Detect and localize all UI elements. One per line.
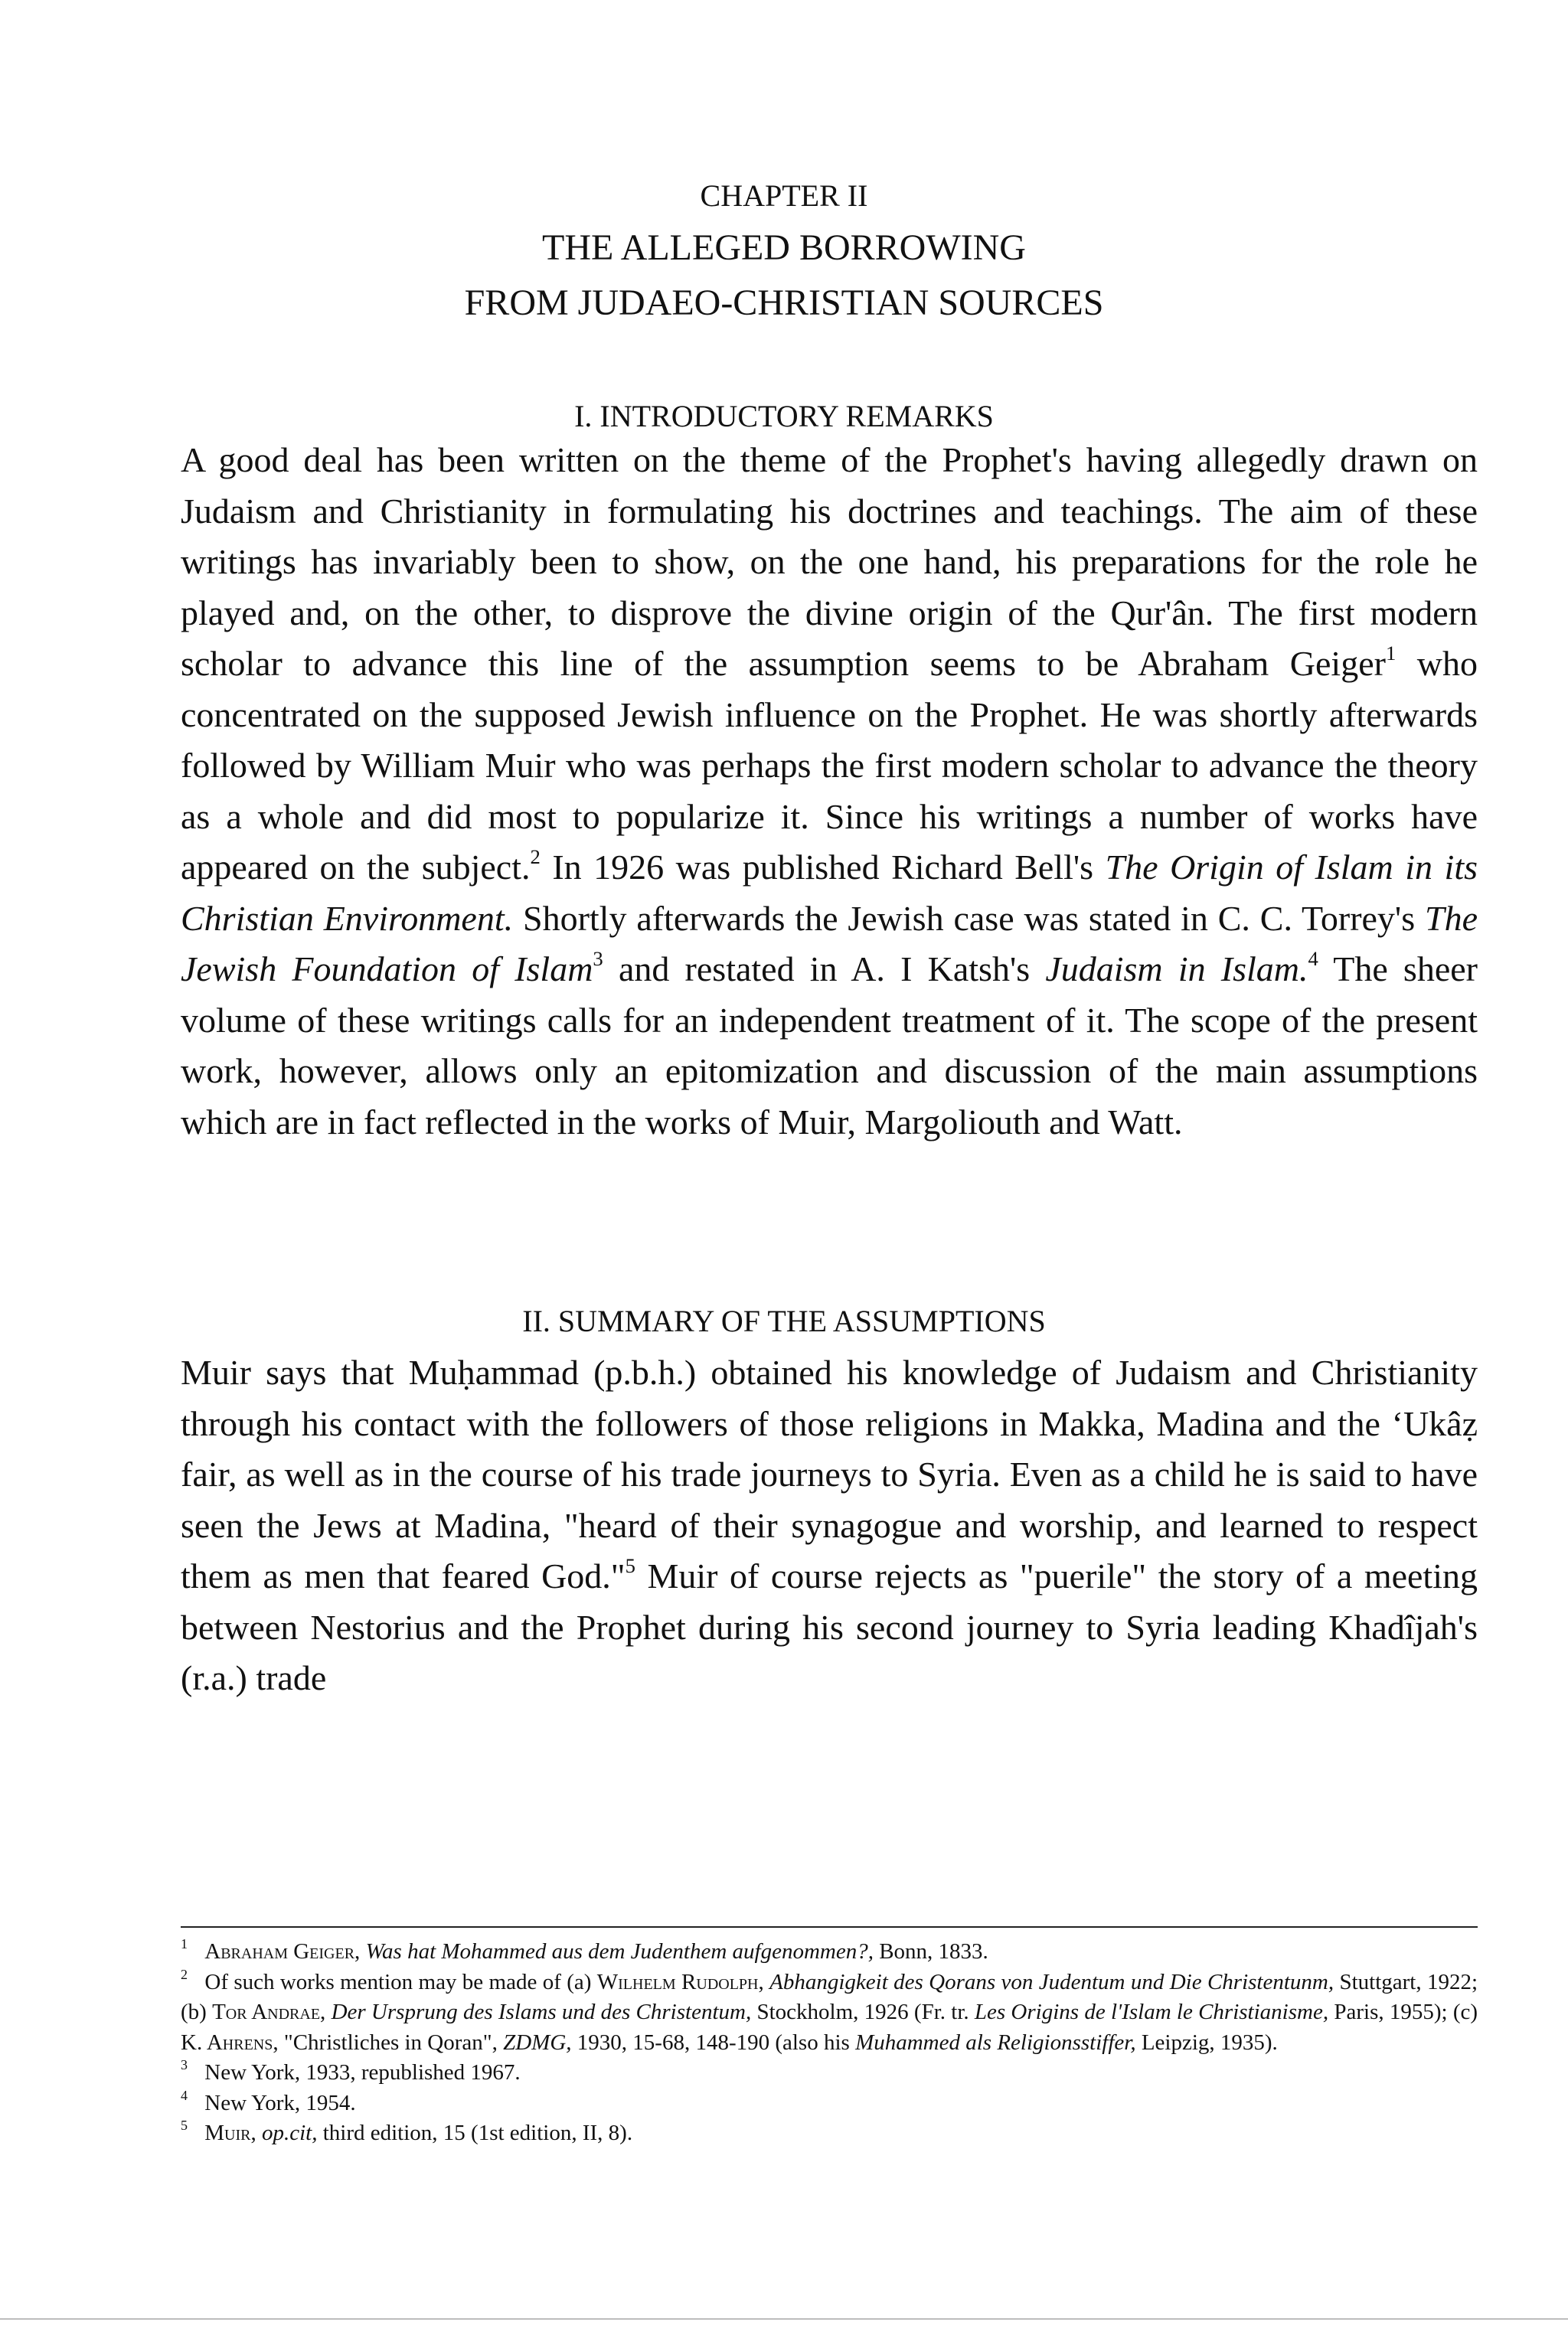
footnote-author: Muir, <box>204 2121 256 2145</box>
paragraph-text: Muir says that Muḥammad (p.b.h.) obtained his knowledge of Judaism and Christianity through his contact with the followers of those religions in Makka, Madina and the ‘Ukâẓ fair, as well as in the course of his trade journeys to Syria. Even as a child he is said to have seen the Jews at Madina, "heard of their synagogue and worship, and learned to respect them as men that feared God." <box>181 1353 1478 1595</box>
paragraph-text: Shortly afterwards the Jewish case was stated in C. C. Torrey's <box>513 898 1425 938</box>
footnote-title: Was hat Mohammed aus dem Judenthem aufgenommen?, <box>365 1939 874 1964</box>
footnote-text: Paris, 1955); (c) <box>1328 2000 1478 2024</box>
section-heading-summary-of-assumptions: II. SUMMARY OF THE ASSUMPTIONS <box>522 1304 1046 1338</box>
footnote-title: Muhammed als Religionsstiffer, <box>855 2030 1136 2055</box>
footnote-text: New York, 1933, republished 1967. <box>204 2060 521 2085</box>
chapter-number: CHAPTER II <box>700 178 868 213</box>
footnote-author: Wilhelm Rudolph, <box>596 1969 764 1994</box>
footnote-2: 2 Of such works mention may be made of (a) Wilhelm Rudolph, Abhangigkeit des Qorans von Judentum und Die Christentunm, Stuttgart, 1922; (b) Tor Andrae, Der Ursprung des Islams und des Christentum, Stockholm, 1926 (Fr. tr. Les Origins de l'Islam le Christianisme, Paris, 1955); (c) K. Ahrens, "Christliches in Qoran", ZDMG, 1930, 15-68, 148-190 (also his Muhammed als Religionsstiffer, Leipzig, 1935). <box>181 1966 1478 2055</box>
footnote-reference: 5 <box>625 1554 635 1577</box>
footnote-author: Abraham Geiger, <box>204 1939 361 1964</box>
paragraph-text: In 1926 was published Richard Bell's <box>540 848 1106 887</box>
footnote-title: Abhangigkeit des Qorans von Judentum und Die Christentunm, <box>769 1969 1334 1994</box>
chapter-title-line-2: FROM JUDAEO-CHRISTIAN SOURCES <box>464 283 1104 323</box>
footnote-reference: 2 <box>530 845 541 868</box>
paragraph-summary-of-assumptions <box>181 1347 1478 1704</box>
footnote-text: Stuttgart, 1922; (b) <box>181 1969 1478 2024</box>
footnote-text: New York, 1954. <box>204 2090 356 2115</box>
paragraph-text: A good deal has been written on the theme of the Prophet's having allegedly drawn on Judaism and Christianity in formulating his doctrines and teachings. The aim of these writings has invariably been to show, on the one hand, his preparations for the role he played and, on the other, to disprove the divine origin of the Qur'ân. The first modern scholar to advance this line of the assumption seems to be Abraham Geiger <box>181 440 1478 683</box>
paragraph-text: Muir of course rejects as "puerile" the story of a meeting between Nestorius and the Prophet during his second journey to Syria leading Khadîjah's (r.a.) trade <box>181 1556 1478 1697</box>
footnote-1: 1 Abraham Geiger, Was hat Mohammed aus dem Judenthem aufgenommen?, Bonn, 1833. <box>181 1936 988 1964</box>
book-title: The Origin of Islam in its Christian Environment. <box>181 848 1478 938</box>
chapter-title-line-1: THE ALLEGED BORROWING <box>542 227 1026 268</box>
footnote-reference: 3 <box>593 947 603 970</box>
book-title: Judaism in Islam. <box>1045 949 1308 988</box>
footnote-author: Tor Andrae, <box>212 2000 326 2024</box>
paragraph-text: The sheer volume of these writings calls for an independent treatment of it. The scope of the present work, however, allows only an epitomization and discussion of the main assumptions which are in fact reflected in the works of Muir, Margoliouth and Watt. <box>181 949 1478 1141</box>
footnote-text: Of such works mention may be made of (a) <box>204 1969 597 1994</box>
footnote-text: third edition, 15 (1st edition, II, 8). <box>317 2121 633 2145</box>
footnote-text: Stockholm, 1926 (Fr. tr. <box>751 2000 975 2024</box>
footnote-3: 3 New York, 1933, republished 1967. <box>181 2057 521 2085</box>
footnote-title: op.cit, <box>261 2121 318 2145</box>
footnote-text: Bonn, 1833. <box>873 1939 988 1964</box>
footnote-reference: 1 <box>1385 642 1396 665</box>
footnote-text: 1930, 15-68, 148-190 (also his <box>571 2030 856 2055</box>
footnote-text: "Christliches in Qoran", <box>278 2030 504 2055</box>
footnote-reference: 4 <box>1308 947 1318 970</box>
section-heading-introductory-remarks: I. INTRODUCTORY REMARKS <box>574 399 994 433</box>
footnote-divider <box>181 1926 1478 1928</box>
paragraph-introductory-remarks <box>181 435 1478 1148</box>
footnote-title: Der Ursprung des Islams und des Christentum, <box>331 2000 752 2024</box>
page-bottom-edge <box>0 2318 1568 2320</box>
paragraph-text: who concentrated on the supposed Jewish influence on the Prophet. He was shortly afterwards followed by William Muir who was perhaps the first modern scholar to advance the theory as a whole and did most to popularize it. Since his writings a number of works have appeared on the subject. <box>181 644 1478 887</box>
footnote-text: Leipzig, 1935). <box>1135 2030 1278 2055</box>
footnote-author: K. Ahrens, <box>181 2030 279 2055</box>
book-title: The Jewish Foundation of Islam <box>181 898 1478 988</box>
footnotes <box>181 1937 1478 2149</box>
footnote-5: 5 Muir, op.cit, third edition, 15 (1st edition, II, 8). <box>181 2118 633 2145</box>
footnote-title: Les Origins de l'Islam le Christianisme, <box>974 2000 1329 2024</box>
paragraph-text: and restated in A. I Katsh's <box>603 949 1046 988</box>
footnote-4: 4 New York, 1954. <box>181 2087 356 2115</box>
footnote-title: ZDMG, <box>503 2030 572 2055</box>
